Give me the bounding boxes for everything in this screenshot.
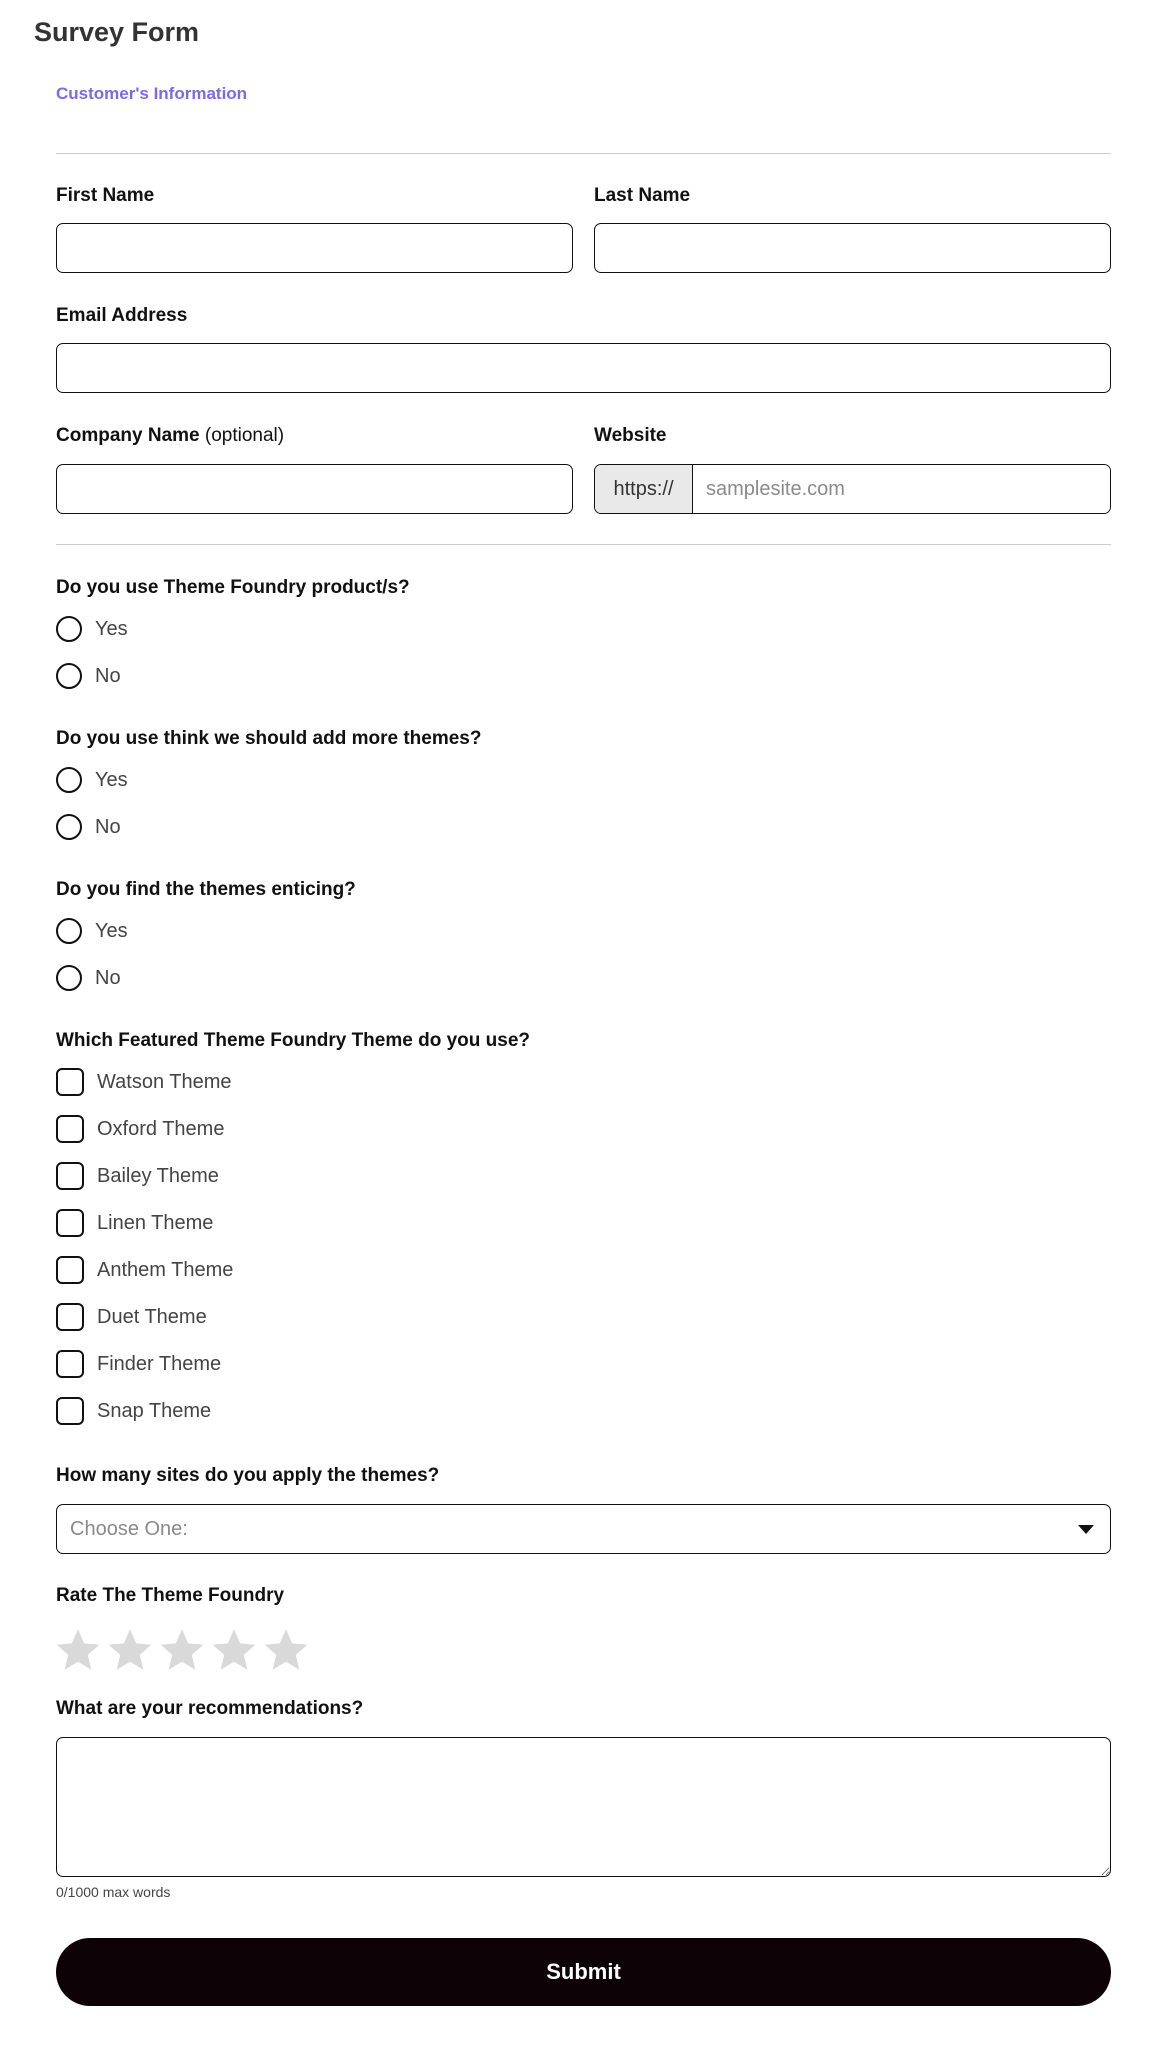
question-enticing: Do you find the themes enticing? [56, 879, 356, 900]
checkbox[interactable] [56, 1303, 84, 1331]
star-icon[interactable] [262, 1626, 310, 1674]
optional-hint: (optional) [204, 425, 285, 446]
email-label: Email Address [56, 305, 188, 326]
radio-option-label: Yes [95, 769, 128, 791]
radio-option-label: Yes [95, 920, 128, 942]
website-field [594, 464, 1111, 514]
select-value: Choose One: [70, 1517, 188, 1540]
checkbox-option-oxford[interactable] [56, 1114, 224, 1144]
caret-down-icon [1078, 1525, 1094, 1534]
email-input[interactable] [56, 343, 1111, 393]
checkbox-option-label: Bailey Theme [97, 1165, 219, 1187]
radio-button[interactable] [56, 814, 82, 840]
radio-button[interactable] [56, 767, 82, 793]
page-title: Survey Form [34, 17, 200, 47]
word-counter: 0/1000 max words [56, 1884, 171, 1900]
star-icon[interactable] [106, 1626, 154, 1674]
radio-option-more-themes-yes[interactable] [56, 765, 128, 795]
radio-option-label: Yes [95, 618, 128, 640]
question-recommendations: What are your recommendations? [56, 1698, 364, 1719]
star-rating [54, 1626, 310, 1674]
url-prefix: https:// [595, 465, 693, 513]
checkbox-option-bailey[interactable] [56, 1161, 219, 1191]
submit-button[interactable]: Submit [56, 1938, 1111, 2006]
star-icon[interactable] [54, 1626, 102, 1674]
last-name-label: Last Name [594, 185, 691, 206]
radio-option-use-products-yes[interactable] [56, 614, 128, 644]
last-name-input[interactable] [594, 223, 1111, 273]
question-sites-count: How many sites do you apply the themes? [56, 1465, 440, 1486]
company-label-text: Company Name [56, 425, 200, 446]
section-divider [56, 153, 1111, 154]
checkbox-option-snap[interactable] [56, 1396, 211, 1426]
website-input[interactable] [693, 465, 1110, 513]
checkbox-option-watson[interactable] [56, 1067, 232, 1097]
first-name-label: First Name [56, 185, 155, 206]
radio-button[interactable] [56, 663, 82, 689]
radio-option-label: No [95, 967, 121, 989]
checkbox-option-anthem[interactable] [56, 1255, 233, 1285]
checkbox-option-linen[interactable] [56, 1208, 213, 1238]
checkbox[interactable] [56, 1397, 84, 1425]
checkbox[interactable] [56, 1162, 84, 1190]
radio-option-enticing-yes[interactable] [56, 916, 128, 946]
section-label: Customer's Information [56, 84, 248, 103]
radio-button[interactable] [56, 616, 82, 642]
question-use-products: Do you use Theme Foundry product/s? [56, 577, 410, 598]
question-rating: Rate The Theme Foundry [56, 1585, 285, 1606]
checkbox-option-finder[interactable] [56, 1349, 221, 1379]
checkbox-option-label: Anthem Theme [97, 1259, 234, 1281]
star-icon[interactable] [210, 1626, 258, 1674]
question-featured-theme: Which Featured Theme Foundry Theme do you use? [56, 1030, 530, 1051]
sites-count-select[interactable] [56, 1504, 1111, 1554]
company-label [56, 424, 284, 448]
checkbox-option-label: Duet Theme [97, 1306, 207, 1328]
checkbox[interactable] [56, 1209, 84, 1237]
recommendations-textarea[interactable] [56, 1737, 1111, 1877]
first-name-input[interactable] [56, 223, 573, 273]
question-more-themes: Do you use think we should add more themes? [56, 728, 482, 749]
checkbox[interactable] [56, 1256, 84, 1284]
section-divider [56, 544, 1111, 545]
radio-button[interactable] [56, 918, 82, 944]
checkbox-option-duet[interactable] [56, 1302, 207, 1332]
star-icon[interactable] [158, 1626, 206, 1674]
radio-option-label: No [95, 665, 121, 687]
checkbox-option-label: Oxford Theme [97, 1118, 225, 1140]
radio-button[interactable] [56, 965, 82, 991]
radio-option-use-products-no[interactable] [56, 661, 121, 691]
checkbox[interactable] [56, 1068, 84, 1096]
checkbox-option-label: Snap Theme [97, 1400, 212, 1422]
radio-option-enticing-no[interactable] [56, 963, 121, 993]
radio-option-label: No [95, 816, 121, 838]
checkbox[interactable] [56, 1115, 84, 1143]
checkbox-option-label: Linen Theme [97, 1212, 214, 1234]
website-label: Website [594, 425, 667, 446]
radio-option-more-themes-no[interactable] [56, 812, 121, 842]
checkbox-option-label: Finder Theme [97, 1353, 222, 1375]
checkbox[interactable] [56, 1350, 84, 1378]
checkbox-option-label: Watson Theme [97, 1071, 232, 1093]
company-input[interactable] [56, 464, 573, 514]
